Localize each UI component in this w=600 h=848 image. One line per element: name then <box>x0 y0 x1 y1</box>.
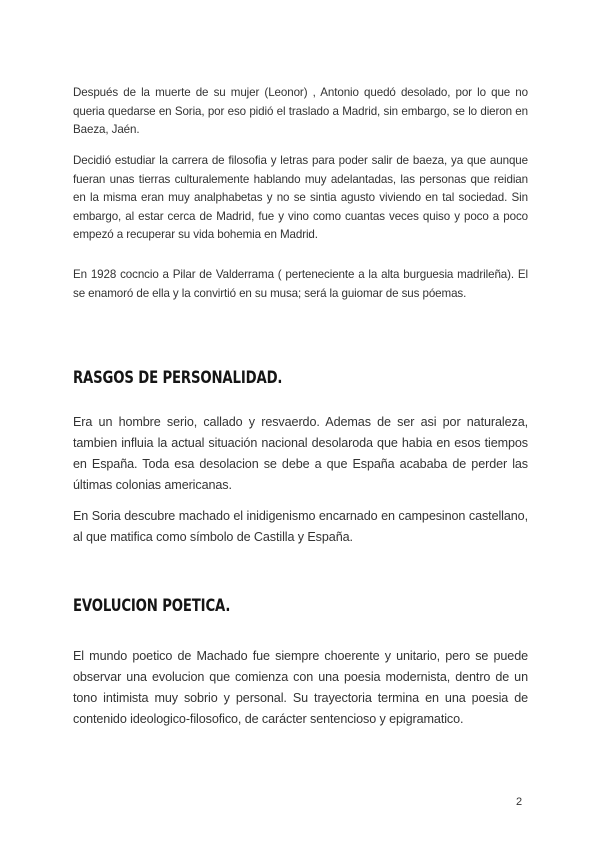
paragraph-pilar-de-valderrama: En 1928 cocncio a Pilar de Valderrama ( perteneciente a la alta burguesia madrileña). El se enamoró de ella y la convirtió en su musa; será la guiomar de sus póemas. <box>73 268 528 300</box>
paragraph-studies-baeza: Decidió estudiar la carrera de filosofia y letras para poder salir de baeza, ya que aunque fueran unas tierras culturalemente hablando muy adelantadas, las personas que reidian en la misma eran muy analphabetas y no se sintia agusto viviendo en tal sociedad. Sin embargo, al estar cerca de Madrid, fue y vino como cuantas veces quiso y poco a poco empezó a recuperar su vida bohemia en Madrid. <box>73 154 528 241</box>
paragraph-personality: Era un hombre serio, callado y resvaerdo. Ademas de ser asi por naturaleza, tambien influia la actual situación nacional desolaroda que habia en esos tiempos en España. Toda esa desolacion se debe a que España acababa de perder las últimas colonias americanas. <box>73 415 528 492</box>
paragraph-soria-indigenism: En Soria descubre machado el inidigenismo encarnado en campesinon castellano, al que matifica como símbolo de Castilla y España. <box>73 509 528 544</box>
paragraph-poetic-world: El mundo poetico de Machado fue siempre choerente y unitario, pero se puede observar una evolucion que comienza con una poesia modernista, dentro de un tono intimista muy sobrio y personal. Su trayectoria termina en una poesia de contenido ideologico-filosofico, de carácter sentencioso y epigramatico. <box>73 649 528 726</box>
heading-personality-traits: RASGOS DE PERSONALIDAD. <box>73 368 283 388</box>
page-number: 2 <box>516 796 523 808</box>
heading-poetic-evolution: EVOLUCION POETICA. <box>73 596 231 616</box>
paragraph-death-of-leonor: Después de la muerte de su mujer (Leonor) , Antonio quedó desolado, por lo que no queria quedarse en Soria, por eso pidió el traslado a Madrid, sin embargo, se lo dieron en Baeza, Jaén. <box>73 86 528 136</box>
